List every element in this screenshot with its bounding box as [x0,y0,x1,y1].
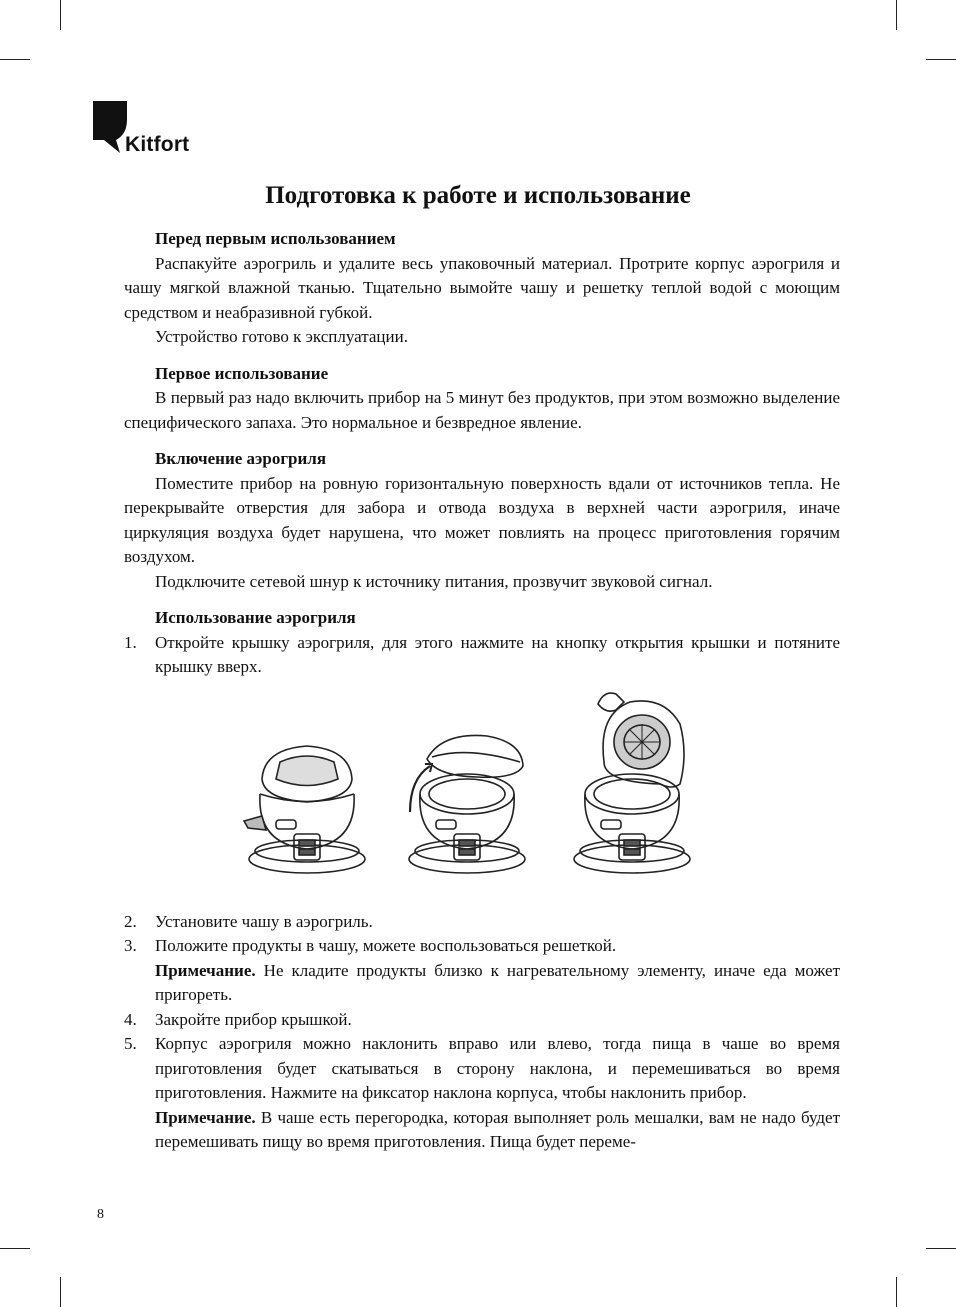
step-text: Закройте прибор крышкой. [155,1009,352,1029]
crop-mark [896,0,897,30]
page-title: Подготовка к работе и использование [265,182,691,209]
paragraph: В первый раз надо включить прибор на 5 минут без продуктов, при этом возможно выделение специфического запаха. Это нормальное и безвредное явление. [124,388,840,432]
section-heading: Включение аэрогриля [155,449,327,468]
list-item [124,934,840,1008]
crop-mark [926,1248,956,1249]
note-text: Не кладите продукты близко к нагревательному элементу, иначе еда может пригореть. [155,960,840,1004]
list-item [124,1032,840,1155]
crop-mark [60,1277,61,1307]
illustration-air-grill-lid-opening [124,684,840,906]
section-heading: Перед первым использованием [155,229,396,248]
air-grill-lid-lifting-icon [409,735,525,873]
crop-mark [0,59,30,60]
paragraph: Распакуйте аэрогриль и удалите весь упаковочный материал. Протрите корпус аэрогриля и чашу мягкой влажной тканью. Тщательно вымойте чашу и решетку теплой водой с моющим средством и неабразивной губкой. [124,253,840,322]
paragraph: Поместите прибор на ровную горизонтальную поверхность вдали от источников тепла. Не перекрывайте отверстия для забора и отвода воздуха в верхней части аэрогриля, иначе циркуляция воздуха будет нарушена, что может повлиять на процесс приготовления горячим воздухом. [124,473,840,566]
step-text: Откройте крышку аэрогриля, для этого нажмите на кнопку открытия крышки и потяните крышку вверх. [155,632,840,676]
brand-logo [92,100,202,156]
air-grill-open-icon [574,693,690,873]
list-item [124,910,840,935]
steps-list [124,910,840,1155]
list-item [124,631,840,680]
step-text: Корпус аэрогриля можно наклонить вправо или влево, тогда пища в чаше во время приготовления будет скатываться в сторону наклона, и перемешиваться во время приготовления. Нажмите на фиксатор наклона корпуса, чтобы наклонить прибор. [155,1034,840,1102]
crop-mark [926,59,956,60]
paragraph: Устройство готово к эксплуатации. [155,327,408,346]
list-item [124,1008,840,1033]
crop-mark [0,1248,30,1249]
main-content [124,227,840,1155]
step-number: 3. [124,936,137,955]
crop-mark [60,0,61,30]
note-label: Примечание. [155,960,256,980]
section-heading: Использование аэрогриля [155,608,356,627]
page-number: 8 [97,1207,104,1222]
brand-name: Kitfort [125,133,190,156]
step-number: 4. [124,1009,137,1029]
note-label: Примечание. [155,1107,256,1127]
step-number: 1. [124,632,137,652]
step-number: 2. [124,911,137,931]
kitfort-logo-icon [92,100,128,154]
step-text: Установите чашу в аэрогриль. [155,911,373,931]
steps-list [124,631,840,680]
air-grill-closed-icon [244,746,365,873]
step-text: Положите продукты в чашу, можете воспользоваться решеткой. [155,936,617,955]
step-number: 5. [124,1034,137,1053]
crop-mark [896,1277,897,1307]
section-heading: Первое использование [155,363,329,383]
note-text: В чаше есть перегородка, которая выполняет роль мешалки, вам не надо будет перемешивать пищу во время приготовления. Пища будет переме- [155,1107,840,1151]
paragraph: Подключите сетевой шнур к источнику питания, прозвучит звуковой сигнал. [155,571,713,591]
